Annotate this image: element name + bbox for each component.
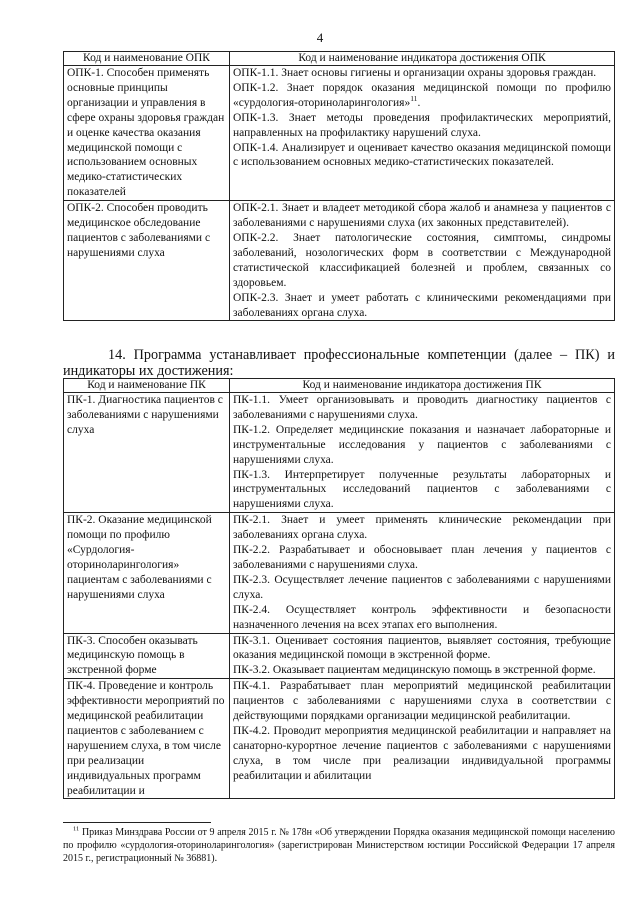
table-row — [64, 201, 615, 321]
section-heading: 14. Программа устанавливает профессиональные компетенции (далее – ПК) и индикаторы их достижения: — [63, 347, 615, 379]
indicator-cell — [230, 633, 615, 679]
indicator-text: ПК-4.2. Проводит мероприятия медицинской реабилитации и направляет на санаторно-курортное лечение пациентов с заболеваниями с нарушениями слуха, в том числе при реализации индивидуальной программы реабилитации и абилитации — [233, 724, 611, 782]
indicator-text: ПК-1.2. Определяет медицинские показания и назначает лабораторные и инструментальные исследования у пациентов с заболеваниями с нарушениями слуха. — [233, 423, 611, 466]
competence-cell: ОПК-2. Способен проводить медицинское обследование пациентов с заболеваниями с нарушениями слуха — [64, 201, 230, 321]
indicator-cell — [230, 679, 615, 799]
indicator-text: ПК-2.4. Осуществляет контроль эффективности и безопасности назначенного лечения на всех этапах его выполнения. — [233, 603, 611, 631]
table-header-row — [64, 379, 615, 393]
footnote-reference: 11 — [410, 93, 418, 103]
indicator-cell — [230, 513, 615, 633]
indicator-cell — [230, 201, 615, 321]
indicator-text: ПК-1.3. Интерпретирует полученные результаты лабораторных и инструментальных исследований пациентов с заболеваниями с нарушениями слуха. — [233, 468, 611, 511]
table-row — [64, 679, 615, 799]
column-header: Код и наименование индикатора достижения ПК — [230, 379, 615, 393]
indicator-text: ОПК-1.4. Анализирует и оценивает качество оказания медицинской помощи с использованием основных медико-статистических показателей. — [233, 141, 611, 169]
indicator-text: ОПК-2.3. Знает и умеет работать с клиническими рекомендациями при заболеваниях органа слуха. — [233, 291, 611, 319]
indicator-text: ОПК-2.2. Знает патологические состояния, симптомы, синдромы заболеваний, нозологических форм в соответствии с Международной статистической классификацией болезней и проблем, связанных со здоровьем. — [233, 231, 611, 289]
competence-cell: ПК-2. Оказание медицинской помощи по профилю «Сурдология-оториноларингология» пациентам с заболеваниями с нарушениями слуха — [64, 513, 230, 633]
competence-cell: ПК-1. Диагностика пациентов с заболеваниями с нарушениями слуха — [64, 393, 230, 513]
footnote — [63, 826, 615, 865]
indicator-text: ОПК-2.1. Знает и владеет методикой сбора жалоб и анамнеза у пациентов с заболеваниями с нарушениями слуха (их законных представителей). — [233, 202, 611, 230]
indicator-text: ПК-3.2. Оказывает пациентам медицинскую помощь в экстренной форме. — [233, 664, 596, 677]
indicator-cell — [230, 66, 615, 201]
table-row — [64, 513, 615, 633]
indicator-text: ОПК-1.3. Знает методы проведения профилактических мероприятий, направленных на профилактику нарушений слуха. — [233, 111, 611, 139]
indicator-text: ПК-4.1. Разрабатывает план мероприятий медицинской реабилитации пациентов с заболеваниями с нарушениями слуха в соответствии с действующими порядками организации медицинской реабилитации. — [233, 680, 611, 723]
opk-table — [63, 51, 615, 321]
indicator-text: ПК-1.1. Умеет организовывать и проводить диагностику пациентов с заболеваниями с нарушениями слуха. — [233, 394, 611, 421]
table-row — [64, 393, 615, 513]
table-row — [64, 66, 615, 201]
indicator-text: ОПК-1.2. Знает порядок оказания медицинской помощи по профилю «сурдология-оториноларингология» — [233, 81, 611, 109]
footnote-separator — [63, 822, 211, 823]
footnote-text: Приказ Минздрава России от 9 апреля 2015 г. № 178н «Об утверждении Порядка оказания медицинской помощи населению по профилю «сурдология-оториноларингология» (зарегистрирован Министерством юстиции Российской Федерации 17 апреля 2015 г., регистрационный № 36881). — [63, 827, 616, 864]
column-header: Код и наименование ПК — [64, 379, 230, 393]
indicator-text: ПК-3.1. Оценивает состояния пациентов, выявляет состояния, требующие оказания медицинской помощи в экстренной форме. — [233, 634, 611, 662]
indicator-text: ПК-2.2. Разрабатывает и обосновывает план лечения у пациентов с заболеваниями с нарушениями слуха. — [233, 544, 611, 571]
footnote-mark: 11 — [73, 825, 80, 833]
indicator-text: ОПК-1.1. Знает основы гигиены и организации охраны здоровья граждан. — [233, 67, 597, 79]
indicator-text: ОПК-1.2. Знает порядок оказания медицинской помощи по профилю «сурдология-оториноларингология»$^{11}$. — [233, 81, 611, 109]
competence-cell: ПК-3. Способен оказывать медицинскую помощь в экстренной форме — [64, 633, 230, 679]
indicator-text: ПК-2.1. Знает и умеет применять клинические рекомендации при заболеваниях органа слуха. — [233, 514, 611, 542]
column-header: Код и наименование индикатора достижения ОПК — [230, 52, 615, 66]
table-header-row — [64, 52, 615, 66]
indicator-text: ПК-2.3. Осуществляет лечение пациентов с заболеваниями с нарушениями слуха. — [233, 573, 611, 601]
indicator-cell — [230, 393, 615, 513]
table-row — [64, 633, 615, 679]
competence-cell: ПК-4. Проведение и контроль эффективности мероприятий по медицинской реабилитации пациентов с заболеванием с нарушением слуха, в том числе при реализации индивидуальных программ реабилитации и — [64, 679, 230, 799]
competence-cell: ОПК-1. Способен применять основные принципы организации и управления в сфере охраны здоровья граждан и оценке качества оказания медицинской помощи с использованием основных медико-статистических показателей — [64, 66, 230, 201]
page-number: 4 — [316, 30, 324, 45]
column-header: Код и наименование ОПК — [64, 52, 230, 66]
pk-table — [63, 378, 615, 799]
